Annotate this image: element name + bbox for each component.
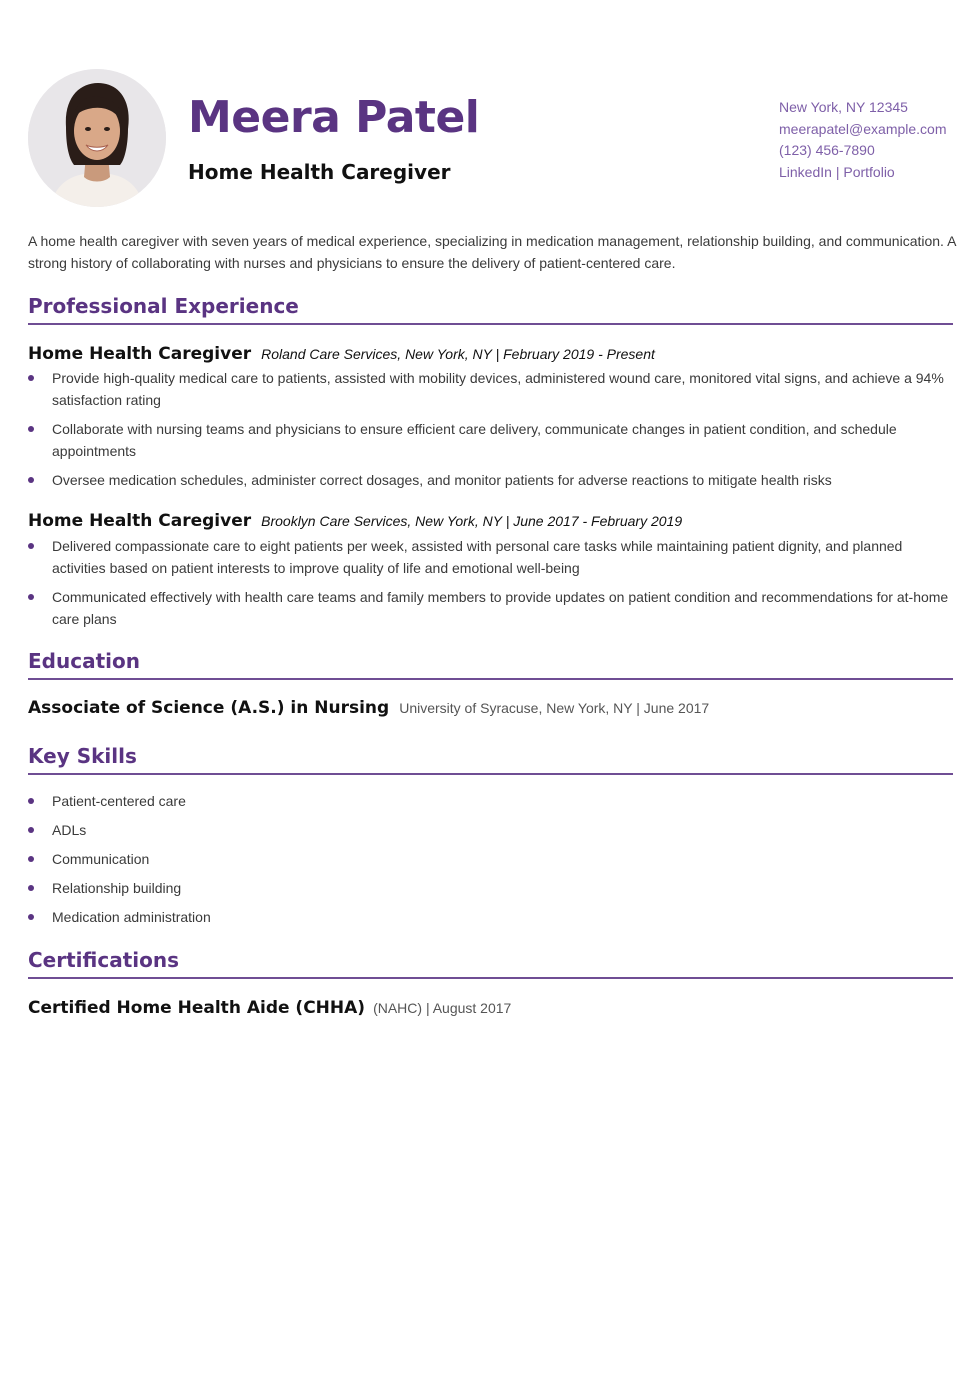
contact-location: New York, NY 12345	[779, 99, 908, 115]
experience-heading: Professional Experience	[28, 294, 953, 325]
skills-list	[28, 791, 428, 936]
summary: A home health caregiver with seven years of medical experience, specializing in medication management, relationship building, and communication. A strong history of collaborating with nurses and physicians to ensure the delivery of patient-centered care.	[28, 233, 956, 271]
job-title: Home Health Caregiver	[28, 344, 252, 364]
job-header	[28, 511, 682, 531]
list-item: Communicated effectively with health care teams and family members to provide updates on patient condition and recommendations for at-home care plans	[28, 587, 958, 630]
list-item: Delivered compassionate care to eight patients per week, assisted with personal care tasks while maintaining patient dignity, and planned activities based on patient interests to improve quality of life and emotional well-being	[28, 536, 958, 579]
list-item: Provide high-quality medical care to patients, assisted with mobility devices, administered wound care, monitored vital signs, and achieve a 94% satisfaction rating	[28, 368, 958, 411]
profile-photo	[28, 69, 166, 207]
certifications-heading: Certifications	[28, 948, 953, 979]
contact-separator: |	[831, 163, 844, 180]
education-entry	[28, 698, 709, 718]
list-item: ADLs	[28, 820, 428, 842]
list-item: Collaborate with nursing teams and physicians to ensure efficient care delivery, communicate changes in patient condition, and schedule appointments	[28, 419, 958, 462]
degree: Associate of Science (A.S.) in Nursing	[28, 698, 390, 718]
skills-heading: Key Skills	[28, 744, 953, 775]
portfolio-link[interactable]: Portfolio	[843, 163, 895, 180]
job-header	[28, 344, 655, 364]
contact-links	[779, 162, 979, 184]
contact-phone[interactable]: (123) 456-7890	[779, 142, 875, 158]
list-item: Oversee medication schedules, administer correct dosages, and monitor patients for adverse reactions to mitigate health risks	[28, 470, 958, 492]
certification-name: Certified Home Health Aide (CHHA)	[28, 998, 366, 1018]
job-title: Home Health Caregiver	[28, 511, 252, 531]
list-item: Patient-centered care	[28, 791, 428, 813]
contact-email[interactable]: meerapatel@example.com	[779, 120, 947, 137]
candidate-name: Meera Patel	[188, 92, 480, 143]
education-heading: Education	[28, 649, 953, 680]
certification-meta: (NAHC) | August 2017	[373, 1000, 512, 1016]
education-meta: University of Syracuse, New York, NY | June 2017	[399, 700, 710, 716]
list-item: Communication	[28, 849, 428, 871]
job-bullets	[28, 368, 958, 500]
job-bullets	[28, 536, 958, 638]
person-photo-icon	[28, 69, 166, 207]
job-meta: Roland Care Services, New York, NY | February 2019 - Present	[261, 346, 655, 362]
certification-entry	[28, 998, 511, 1018]
candidate-title: Home Health Caregiver	[188, 160, 451, 184]
linkedin-link[interactable]: LinkedIn	[779, 163, 832, 180]
job-meta: Brooklyn Care Services, New York, NY | June 2017 - February 2019	[261, 513, 683, 529]
list-item: Medication administration	[28, 907, 428, 929]
contact-block	[779, 97, 979, 183]
list-item: Relationship building	[28, 878, 428, 900]
